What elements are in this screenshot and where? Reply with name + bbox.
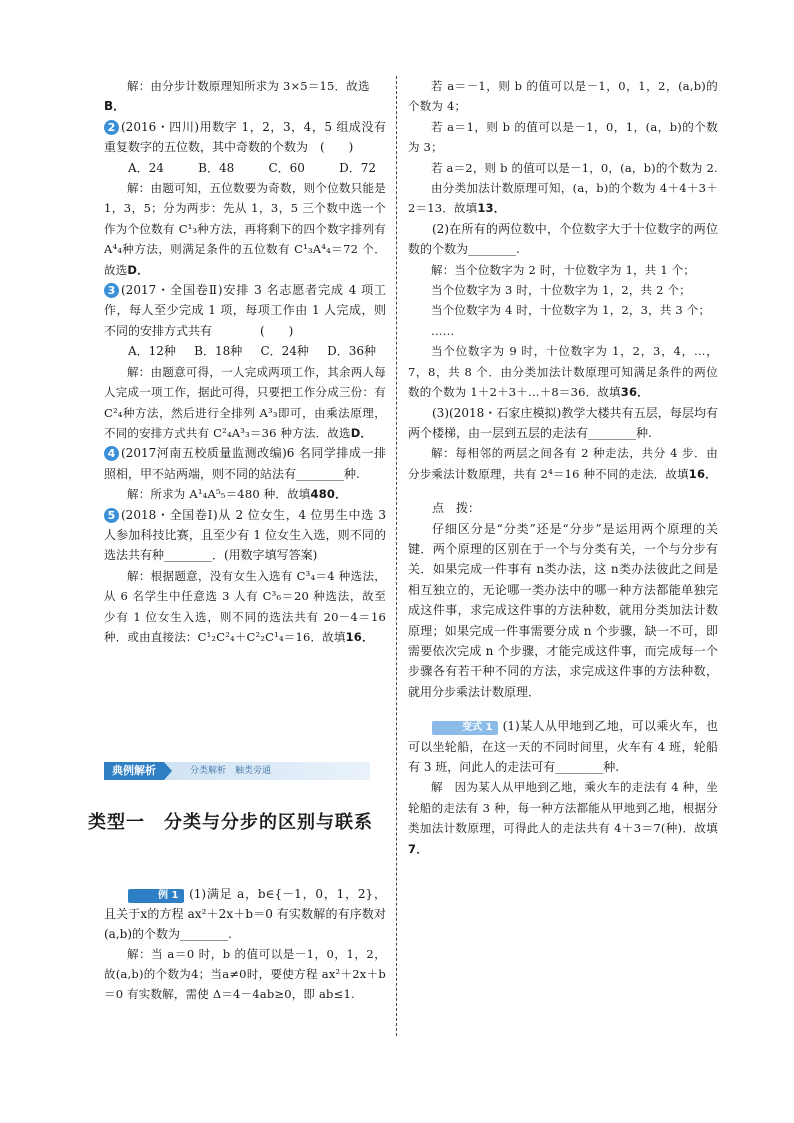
section-banner-tag: 典例解析 — [104, 762, 164, 780]
option-d: D．72 — [339, 160, 376, 175]
variant-1-question: 变式 1 (1)某人从甲地到乙地，可以乘火车，也可以坐轮船，在这一天的不同时间里，火车有 4 班，轮船有 3 班，问此人的走法可有________种. — [408, 719, 718, 774]
option-d: D．36种 — [327, 344, 376, 359]
question-5: 5 (2018・全国卷Ⅰ)从 2 位女生，4 位男生中选 3 人参加科技比赛，且至少有 1 位女生入选，则不同的选法共有种________．(用数字填写答案) — [104, 507, 386, 563]
example-1-question: 例 1 (1)满足 a，b∈{－1，0，1，2}，且关于x的方程 ax²＋2x＋b＝0 有实数解的有序数对(a,b)的个数为________. — [104, 887, 386, 941]
question-number-badge: 2 — [104, 120, 119, 135]
part2-case-2: 解：当个位数字为 2 时，十位数字为 1，共 1 个； — [431, 262, 696, 277]
question-3-options — [104, 341, 386, 361]
section-banner-subtitle: 分类解析 触类旁通 — [190, 766, 272, 776]
part2-case-9: 当个位数字为 9 时，十位数字为 1，2，3，4，…，7，8，共 8 个．由分类加法计数原理可知满足条件的两位数的个数为 1＋2＋3＋…＋8＝36．故填36． — [408, 344, 718, 400]
right-column — [408, 76, 718, 859]
part2-case-3: 当个位数字为 3 时，十位数字为 1，2，共 2 个； — [431, 283, 691, 298]
question-2: 2 (2016・四川)用数字 1，2，3，4，5 组成没有重复数字的五位数，其中奇数的个数为 ( ) — [104, 119, 386, 155]
part3-solution: 解：每相邻的两层之间各有 2 种走法，共分 4 步．由分步乘法计数原理，共有 2⁴＝16 种不同的走法．故填16． — [408, 446, 718, 481]
case-a-neg1: 若 a＝－1，则 b 的值可以是－1，0，1，2，(a,b)的个数为 4； — [408, 79, 718, 114]
question-2-options — [104, 158, 386, 178]
example-tag: 例 1 — [128, 889, 184, 903]
case-a-2: 若 a＝2，则 b 的值可以是－1，0，(a，b)的个数为 2. — [431, 160, 718, 175]
example-1-solution: 解：当 a＝0 时，b 的值可以是－1，0，1，2，故(a,b)的个数为4；当a≠0时，要使方程 ax²＋2x＋b＝0 有实数解，需使 Δ＝4－4ab≥0，即 ab≤1. — [104, 947, 386, 1001]
section-banner — [104, 762, 370, 780]
question-number-badge: 3 — [104, 283, 119, 298]
option-c: C．60 — [268, 160, 305, 175]
variant-1-solution: 解 因为某人从甲地到乙地，乘火车的走法有 4 种，坐轮船的走法有 3 种，每一种方法都能从甲地到乙地，根据分类加法计数原理，可得此人的走法共有 4＋3＝7(种)．故填7． — [408, 780, 718, 856]
part2-ellipsis: …… — [431, 323, 455, 338]
example-1-conclusion: 由分类加法计数原理可知，(a，b)的个数为 4＋4＋3＋2＝13．故填13． — [408, 181, 718, 216]
option-a: A．24 — [128, 160, 164, 175]
variant-tag: 变式 1 — [432, 721, 498, 735]
type-heading: 类型一 分类与分步的区别与联系 — [88, 812, 373, 833]
option-c: C．24种 — [260, 344, 309, 359]
question-3: 3 (2017・全国卷Ⅱ)安排 3 名志愿者完成 4 项工作，每人至少完成 1 项，每项工作由 1 人完成，则不同的安排方式共有 ( ) — [104, 283, 386, 338]
question-number-badge: 5 — [104, 508, 119, 523]
left-column — [104, 76, 386, 647]
example-1-part2: (2)在所有的两位数中，个位数字大于十位数字的两位数的个数为________. — [408, 221, 718, 257]
question-4: 4 (2017河南五校质量监测改编)6 名同学排成一排照相，甲不站两端，则不同的站法有________种. — [104, 446, 386, 481]
solution-5: 解：根据题意，没有女生入选有 C³₄＝4 种选法，从 6 名学生中任意选 3 人有 C³₆＝20 种选法，故至少有 1 位女生入选，则不同的选法共有 20－4＝16 种．或由直接法：C¹₂C²₄＋C²₂C¹₄＝16．故填16． — [104, 568, 386, 644]
case-a-1: 若 a＝1，则 b 的值可以是－1，0，1，(a，b)的个数为 3； — [408, 119, 718, 155]
tip-text: 仔细区分是“分类”还是“分步”是运用两个原理的关键．两个原理的区别在于一个与分类有关，一个与分步有关．如果完成一件事有 n类办法，这 n类办法彼此之间是相互独立的，无论哪一类办法中的哪一种方法都能单独完成这件事，求完成这件事的方法种数，就用分类加法计数原理；如果完成一件事需要分成 n 个步骤，缺一不可，即需要依次完成 n 个步骤，才能完成这件事，而完成每一个步骤各有若干种不同的方法，求完成这件事的方法种数，就用分步乘法计数原理． — [408, 521, 718, 699]
option-b: B．18种 — [194, 344, 243, 359]
solution-3: 解：由题意可得，一人完成两项工作，其余两人每人完成一项工作，据此可得，只要把工作分成三份：有 C²₄种方法，然后进行全排列 A³₃即可，由乘法原理，不同的安排方式共有 C²₄A³₃＝36 种方法．故选D． — [104, 364, 386, 440]
answer-q1-choice: B． — [104, 99, 126, 114]
column-divider — [396, 76, 397, 1036]
solution-4: 解：所求为 A¹₄A⁵₅＝480 种．故填480． — [127, 487, 347, 502]
answer-q1: 解：由分步计数原理知所求为 3×5＝15．故选 — [127, 79, 370, 93]
spacer — [408, 702, 718, 716]
spacer — [408, 484, 718, 498]
example-1 — [104, 884, 386, 1004]
option-a: A．12种 — [128, 344, 176, 359]
option-b: B．48 — [198, 160, 235, 175]
question-number-badge: 4 — [104, 446, 119, 461]
part2-case-4: 当个位数字为 4 时，十位数字为 1，2，3，共 3 个； — [431, 303, 711, 318]
example-1-part3: (3)(2018・石家庄模拟)教学大楼共有五层，每层均有两个楼梯，由一层到五层的走法有________种. — [408, 405, 718, 440]
solution-2: 解：由题可知，五位数要为奇数，则个位数只能是 1，3，5；分为两步：先从 1，3，5 三个数中选一个作为个位数有 C¹₃种方法，再将剩下的四个数字排列有 A⁴₄种方法，则满足条件的五位数有 C¹₃A⁴₄＝72 个．故选D． — [104, 181, 386, 277]
tip-label: 点 拨： — [432, 501, 481, 516]
